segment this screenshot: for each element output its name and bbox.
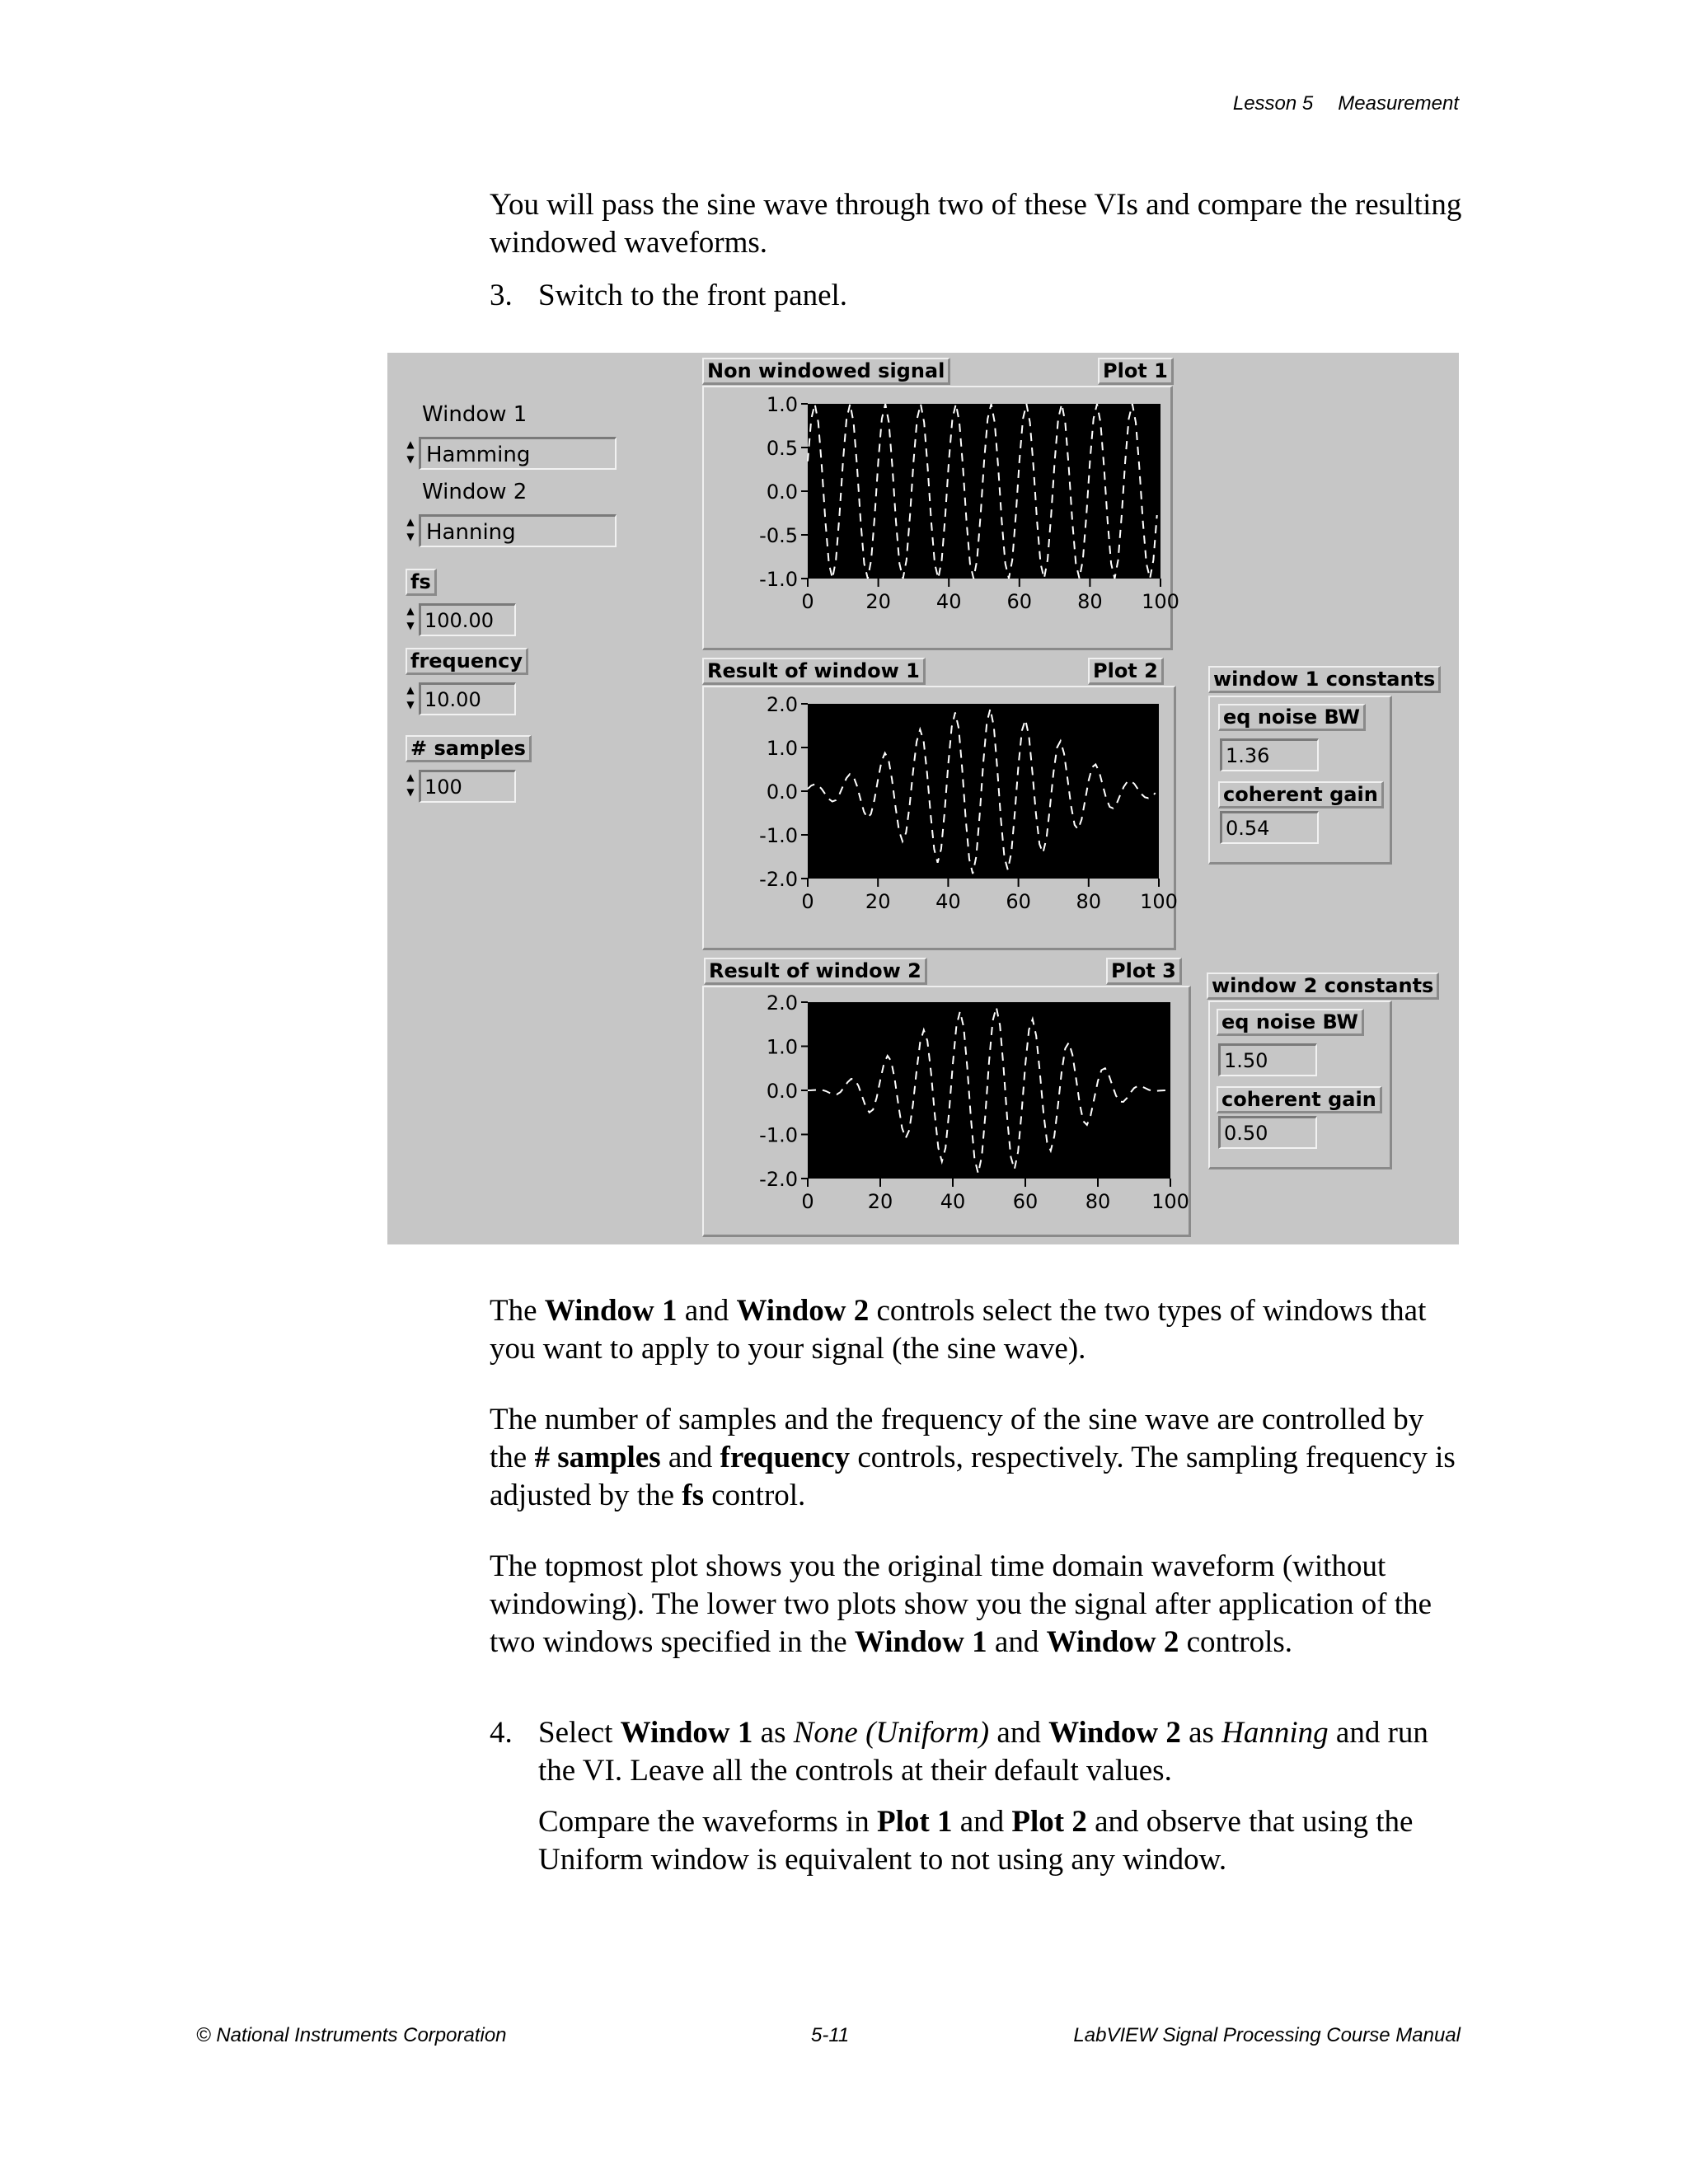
text-run: and xyxy=(987,1625,1047,1659)
window1-constants-title: window 1 constants xyxy=(1208,666,1441,693)
w2-coherent-gain-value: 0.50 xyxy=(1218,1116,1317,1149)
y-tick-label: 0.0 xyxy=(766,780,798,804)
bold-run: # samples xyxy=(534,1441,661,1474)
bold-run: Window 2 xyxy=(1046,1625,1179,1659)
frequency-increment-icon[interactable]: ▲ ▼ xyxy=(406,684,415,710)
w1-coherent-gain-value: 0.54 xyxy=(1220,811,1319,844)
italic-run: Hanning xyxy=(1221,1716,1329,1750)
footer-right: LabVIEW Signal Processing Course Manual xyxy=(1073,2024,1461,2046)
text-run: and run the VI. Leave all the controls at their default values. xyxy=(538,1716,1428,1788)
window2-label: Window 2 xyxy=(422,480,528,504)
samples-increment-icon[interactable]: ▲ ▼ xyxy=(406,771,415,798)
bold-run: Plot 1 xyxy=(877,1805,953,1839)
w1-eq-noise-label: eq noise BW xyxy=(1218,704,1366,731)
x-tick-label: 40 xyxy=(940,1190,966,1213)
samples-label: # samples xyxy=(406,735,532,762)
paragraph-windows xyxy=(490,1292,1462,1368)
bold-run: Window 2 xyxy=(736,1294,870,1328)
x-tick-label: 20 xyxy=(865,590,891,613)
window1-ring[interactable]: Hamming xyxy=(419,437,617,470)
plot3-legend: Plot 3 xyxy=(1106,958,1182,985)
w2-coherent-gain-label: coherent gain xyxy=(1217,1086,1382,1113)
y-tick-label: -1.0 xyxy=(759,824,798,847)
paragraph-plots xyxy=(490,1548,1462,1661)
paragraph-samples xyxy=(490,1401,1462,1515)
text-run: Select xyxy=(538,1716,621,1750)
y-tick-label: 0.0 xyxy=(766,480,798,504)
x-tick-label: 40 xyxy=(935,590,962,613)
plot-area xyxy=(808,704,1159,879)
text-run: and xyxy=(952,1805,1012,1839)
y-tick-label: -1.0 xyxy=(759,568,798,591)
footer-page-number: 5-11 xyxy=(811,2024,850,2046)
text-run: The topmost plot shows you the original time domain waveform (without windowing). The lower two plots show you the signal after application of the two windows specified in the xyxy=(490,1549,1432,1659)
plot3-graph xyxy=(704,987,1187,1233)
text-run: Compare the waveforms in xyxy=(538,1805,877,1839)
header-lesson: Lesson 5 xyxy=(1232,92,1314,115)
text-run: as xyxy=(1180,1716,1222,1750)
bold-run: frequency xyxy=(720,1441,851,1474)
bold-run: Window 1 xyxy=(544,1294,678,1328)
window1-label: Window 1 xyxy=(422,402,528,427)
samples-input[interactable]: 100 xyxy=(419,770,516,803)
bold-run: Plot 2 xyxy=(1011,1805,1087,1839)
text-run: and xyxy=(660,1441,720,1474)
intro-paragraph: You will pass the sine wave through two of these VIs and compare the resulting windowed waveforms. xyxy=(490,188,1462,260)
window2-ring[interactable]: Hanning xyxy=(419,514,617,547)
plot2-legend: Plot 2 xyxy=(1088,658,1164,685)
fs-input[interactable]: 100.00 xyxy=(419,603,516,636)
window2-increment-icon[interactable]: ▲ ▼ xyxy=(406,516,415,542)
y-tick-label: 2.0 xyxy=(766,693,798,716)
text-run: and xyxy=(677,1294,737,1328)
x-tick-label: 20 xyxy=(865,890,891,913)
x-tick-label: 0 xyxy=(801,1190,814,1213)
step-3-number: 3. xyxy=(490,279,513,312)
text-run: control. xyxy=(704,1479,806,1512)
y-tick-label: 0.0 xyxy=(766,1080,798,1103)
plot2-graph xyxy=(704,687,1178,946)
y-tick-label: -1.0 xyxy=(759,1123,798,1147)
text-run: and observe that using the Uniform window is equivalent to not using any window. xyxy=(538,1805,1414,1877)
bold-run: Window 1 xyxy=(620,1716,753,1750)
plot-area xyxy=(808,1002,1170,1179)
y-tick-label: 2.0 xyxy=(766,991,798,1015)
footer-left: © National Instruments Corporation xyxy=(196,2024,507,2046)
x-tick-label: 0 xyxy=(801,890,814,913)
window1-increment-icon[interactable]: ▲ ▼ xyxy=(406,438,415,465)
step-3-text: Switch to the front panel. xyxy=(538,279,848,312)
step-4 xyxy=(490,1714,1462,1879)
step-4-text xyxy=(538,1714,1462,1790)
x-tick-label: 60 xyxy=(1006,590,1033,613)
frequency-label: frequency xyxy=(406,648,528,675)
plot2-title: Result of window 1 xyxy=(702,658,926,685)
front-panel-screenshot xyxy=(387,353,1459,1244)
plot1-legend: Plot 1 xyxy=(1098,358,1174,385)
y-tick-label: 1.0 xyxy=(766,393,798,416)
x-tick-label: 100 xyxy=(1140,890,1178,913)
bold-run: fs xyxy=(682,1479,704,1512)
step-3 xyxy=(490,277,1462,315)
x-tick-label: 80 xyxy=(1077,590,1103,613)
fs-label: fs xyxy=(406,569,437,596)
step-4-number: 4. xyxy=(490,1716,513,1750)
text-run: controls select the two types of windows that you want to apply to your signal (the sine wave). xyxy=(490,1294,1427,1366)
w1-coherent-gain-label: coherent gain xyxy=(1218,781,1384,808)
text-run: controls. xyxy=(1179,1625,1293,1659)
x-tick-label: 60 xyxy=(1012,1190,1039,1213)
plot3-title: Result of window 2 xyxy=(704,958,927,985)
plot1-graph xyxy=(704,387,1179,646)
text-run: and xyxy=(989,1716,1049,1750)
fs-increment-icon[interactable]: ▲ ▼ xyxy=(406,605,415,631)
x-tick-label: 100 xyxy=(1142,590,1179,613)
text-run: controls, respectively. The sampling frequency is adjusted by the xyxy=(490,1441,1456,1512)
x-tick-label: 0 xyxy=(801,590,814,613)
w2-eq-noise-value: 1.50 xyxy=(1218,1043,1317,1076)
y-tick-label: 1.0 xyxy=(766,737,798,760)
text-run: as xyxy=(753,1716,794,1750)
y-tick-label: -2.0 xyxy=(759,1168,798,1191)
plot-area xyxy=(808,404,1160,579)
x-tick-label: 80 xyxy=(1085,1190,1111,1213)
page-header xyxy=(1233,92,1459,115)
x-tick-label: 100 xyxy=(1151,1190,1189,1213)
italic-run: None (Uniform) xyxy=(793,1716,990,1750)
bold-run: Window 1 xyxy=(854,1625,987,1659)
x-tick-label: 20 xyxy=(867,1190,893,1213)
plot1-title: Non windowed signal xyxy=(702,358,950,385)
y-tick-label: -2.0 xyxy=(759,868,798,891)
header-section: Measurement xyxy=(1338,92,1459,115)
y-tick-label: 0.5 xyxy=(766,437,798,460)
x-tick-label: 60 xyxy=(1006,890,1031,913)
y-tick-label: -0.5 xyxy=(759,524,798,547)
y-tick-label: 1.0 xyxy=(766,1035,798,1059)
window2-constants-title: window 2 constants xyxy=(1207,972,1439,1000)
frequency-input[interactable]: 10.00 xyxy=(419,682,516,715)
step-4-compare-text xyxy=(538,1803,1462,1879)
x-tick-label: 80 xyxy=(1076,890,1102,913)
w2-eq-noise-label: eq noise BW xyxy=(1217,1009,1364,1036)
text-run: The xyxy=(490,1294,545,1328)
text-run: The number of samples and the frequency of the sine wave are controlled by the xyxy=(490,1403,1424,1474)
x-tick-label: 40 xyxy=(935,890,961,913)
w1-eq-noise-value: 1.36 xyxy=(1220,738,1319,771)
bold-run: Window 2 xyxy=(1048,1716,1181,1750)
